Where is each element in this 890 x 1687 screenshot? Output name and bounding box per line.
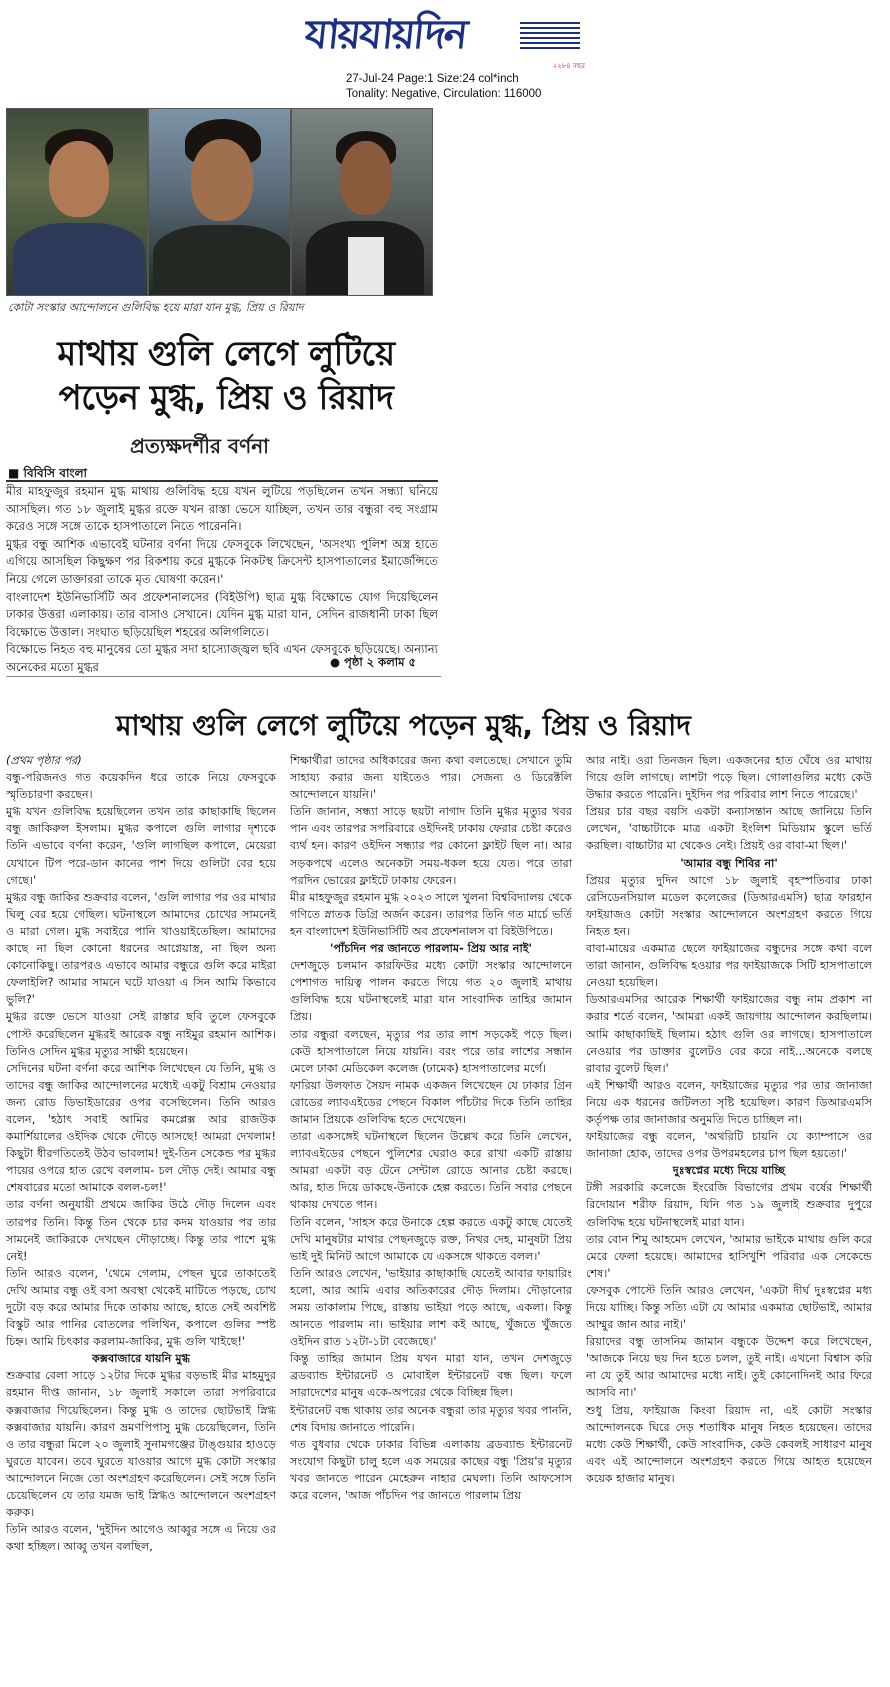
divider <box>6 480 438 482</box>
logo-tagline: ২২৮৪ বছর <box>552 62 585 70</box>
divider <box>6 676 441 677</box>
photo-caption: কোটা সংস্কার আন্দোলনে গুলিবিদ্ধ হয়ে মারা যান মুগ্ধ, প্রিয় ও রিয়াদ <box>8 301 304 314</box>
lead-story <box>6 483 438 677</box>
clipping-meta <box>346 72 541 102</box>
section-heading: 'পাঁচদিন পর জানতে পারলাম- প্রিয় আর নাই' <box>330 942 532 956</box>
paragraph: তিনি বলেন, 'সাহস করে উনাকে হেল্প করতে একটু কাছে যেতেই দেখি মানুষটার মাথার পেছনজুড়ে রক্ত, নিথর দেহ, মানুষটা প্রিয় ভাই দুই মিনিট আগে আমাকে যে একসঙ্গে থাকতে বলল।' <box>290 1215 572 1263</box>
paragraph: দেশজুড়ে চলমান কারফিউর মধ্যে কোটা সংস্কার আন্দোলনে পেশাগত দায়িত্ব পালন করতে গিয়ে গত ২০ জুলাই মাথায় গুলিবিদ্ধ হয়ে ঘটনাস্থলেই মারা যান সাংবাদিক তাহির জামান প্রিয়। <box>290 959 572 1024</box>
paragraph: তিনি আরও বলেন, 'থেমে গেলাম, পেছন ঘুরে তাকাতেই দেখি আমার বন্ধু ওই বসা অবস্থা থেকেই মাটিতে পড়ছে, চোখ দুটো বড় করে আমার দিকে তাকায় আছে, হাতে সেই অবশিষ্ট বিস্কুট আর পানির বোতলের পলিথিন, কপালে গুলির স্পষ্ট চিহ্ন। আমি চিৎকার করলাম-জাকির, মুগ্ধ গুলি খাইছে!' <box>6 1266 276 1349</box>
paragraph: তিনি আরও বলেন, 'দুইদিন আগেও আব্বুর সঙ্গে এ নিয়ে ওর কথা হচ্ছিল। আব্বু তখন বলছিল, <box>6 1523 276 1554</box>
column-1 <box>6 752 276 1682</box>
paragraph: ফাইয়াজের বন্ধু বলেন, 'অথরিটি চায়নি যে ক্যাম্পাসে ওর জানাজা হোক, তাদের ওপর উপরমহলের চাপ ছিল হয়তো।' <box>586 1130 872 1161</box>
paragraph: শিক্ষার্থীরা তাদের অধিকারের জন্য কথা বলতেছে। সেখানে তুমি সাহায্য করার জন্য যাইতেও পার। সেজন্য ও ডিরেক্টলি আন্দোলনে যায়নি।' <box>290 754 572 802</box>
section-heading: কক্সবাজারে যায়নি মুগ্ধ <box>91 1352 191 1366</box>
paragraph: এই শিক্ষার্থী আরও বলেন, ফাইয়াজের মৃত্যুর পর তার জানাজা নিয়ে এক ধরনের জটিলতা সৃষ্টি হয়েছিল। কারণ ডিআরএমসি কর্তৃপক্ষ তার জানাজার অনুমতি দিতে চাচ্ছিল না। <box>586 1078 872 1126</box>
newspaper-logo: যায়যায়দিন <box>302 12 469 58</box>
paragraph: ফারিয়া উলফাত সৈয়দ নামক একজন লিখেছেন যে ঢাকার গ্রিন রোডের ল্যাবএইডের পেছনে বিকাল পাঁচটার দিকে তিনি তাহির জামান প্রিয়কে গুলিবিদ্ধ হতে দেখেছেন। <box>290 1078 572 1126</box>
paragraph: কিন্তু তাহির জামান প্রিয় যখন মারা যান, তখন দেশজুড়ে ব্রডব্যান্ড ইন্টারনেট ও মোবাইল ইন্টারনেট বন্ধ ছিল। ফলে সারাদেশের মানুষ একে-অপরের থেকে বিচ্ছিন্ন ছিল। <box>290 1352 572 1400</box>
section-heading: 'আমার বন্ধু শিবির না' <box>680 856 778 870</box>
paragraph: টঙ্গী সরকারি কলেজে ইংরেজি বিভাগের প্রথম বর্ষের শিক্ষার্থী রিদোয়ান শরীফ রিয়াদ, যিনি গত ১৯ জুলাই শুক্রবার দুপুরে গুলিবিদ্ধ হয়ে ঘটনাস্থলেই মারা যান। <box>586 1181 872 1229</box>
paragraph: গত বুধবার থেকে ঢাকার বিভিন্ন এলাকায় ব্রডব্যান্ড ইন্টারনেট সংযোগ কিছুটা চালু হলে এক সময়ের কাছের বন্ধু 'প্রিয়'র মৃত্যুর খবর জানতে পারেন মেহেরুন নাহার মেঘলা। তিনি আফসোস করে বলেন, 'আজ পাঁচদিন পর জানতে পারলাম প্রিয় <box>290 1437 572 1503</box>
paragraph: প্রিয়র মৃত্যুর দুদিন আগে ১৮ জুলাই বৃহস্পতিবার ঢাকা রেসিডেনসিয়াল মডেল কলেজের (ডিআরএমসি) ছাত্র ফারহান ফাইয়াজও কোটা সংস্কার আন্দোলনে অংশগ্রহণ করতে গিয়ে নিহত হন। <box>586 873 872 938</box>
paragraph: মুগ্ধ যখন গুলিবিদ্ধ হয়েছিলেন তখন তার কাছাকাছি ছিলেন বন্ধু জাকিরুল ইসলাম। মুগ্ধর কপালে গুলি লাগার দৃশ্যকে তিনি এভাবে বর্ণনা করেন, 'গুলি লাগছিল কপালে, মেয়েরা যেখানে টিপ পরে-ডান কানের পাশ দিয়ে গুলিটা বের হয়ে গেছে।' <box>6 805 276 887</box>
paragraph: শুক্রবার বেলা সাড়ে ১২টার দিকে মুগ্ধর বড়ভাই মীর মাহমুদুর রহমান দীপ্ত জানান, ১৮ জুলাই সকালে তারা সপরিবারে কক্সবাজার গিয়েছিলেন। কিন্তু মুগ্ধ ও তাদের ছোটভাই স্নিগ্ধ কক্সবাজার যায়নি। কারণ ভ্রমণপিপাসু মুগ্ধ চেয়েছিলেন, তিনি ও তার বন্ধুরা মিলে ২০ জুলাই সুনামগঞ্জের টাঙ্গুয়ার হাওড়ে ঘুরতে যাবেন। তবে ঘুরতে যাওয়ার আগে মুগ্ধ কোটা সংস্কার আন্দোলনে নিজে তো অংশগ্রহণ করেছিলেন। সেই সঙ্গে তিনি চেয়েছিলেন যে তার যমজ ভাই স্নিগ্ধও আন্দোলনে অংশগ্রহণ করুক। <box>6 1369 276 1520</box>
photo-riyad <box>292 109 432 295</box>
paragraph: প্রিয়র চার বছর বয়সি একটা কন্যাসন্তান আছে জানিয়ে তিনি লেখেন, 'বাচ্চাটাকে মাত্র একটা ইংলিশ মিডিয়াম স্কুলে ভর্তি করছিল। বাচ্চাটার মা থেকেও নেই। প্রিয়ই ওর বাবা-মা ছিল।' <box>586 805 872 853</box>
lead-paragraph: মুগ্ধর বন্ধু আশিক এভাবেই ঘটনার বর্ণনা দিয়ে ফেসবুকে লিখেছেন, 'অসংখ্য পুলিশ অস্ত্র হাতে এগিয়ে আসছিল কিছুক্ষণ পর রিকশায় করে মুগ্ধকে নিকটস্থ ক্রিসেন্ট হাসপাতালের ইমার্জেন্সিতে নিয়ে গেলে ডাক্তাররা তাকে মৃত ঘোষণা করেন।' <box>6 536 438 586</box>
paragraph: তিনি আরও লেখেন, 'ভাইয়ার কাছাকাছি যেতেই আবার ফায়ারিং হলো, আর আমি এবার অতিকারের দৌড় দিলাম। দৌড়ানোর সময় তাকালাম পিছে, রাস্তায় ভাইয়া পড়ে আছে, একলা। কিন্তু আনতে পারলাম না। ভাইয়ার লাশ কই আছে, খুঁজতে খুঁজতে ওইদিন রাত ১২টা-১টা বেজেছে।' <box>290 1266 572 1349</box>
paragraph: তিনি জানান, সন্ধ্যা সাড়ে ছয়টা নাগাদ তিনি মুগ্ধর মৃত্যুর খবর পান এবং তারপর সপরিবারে ওইদিনই ঢাকায় ফেরার চেষ্টা করেও ব্যর্থ হন। কারণ ওইদিন সন্ধ্যার পর কোনো ফ্লাইট ছিল না। আর সড়কপথে এলেও অনেকটা সময়-ধকল হয়ে যেত। পরে তারা পরদিন ভোরের ফ্লাইটে ঢাকায় ফেরেন। <box>290 805 572 887</box>
paragraph: তার বোন শিমু আহমেদ লেখেন, 'আমার ভাইকে মাথায় গুলি করে মেরে ফেলা হয়েছে। আমাদের হাসিখুশি পরিবার এক সেকেন্ডে শেষ।' <box>586 1232 872 1280</box>
paragraph: ইন্টারনেট বন্ধ থাকায় তার অনেক বন্ধুরা তার মৃত্যুর খবর পাননি, শেষ বিদায় জানাতে পারেনি। <box>290 1403 572 1434</box>
logo-stripes-icon <box>520 22 580 52</box>
paragraph: রিয়াদের বন্ধু তাসনিম জামান বন্ধুকে উদ্দেশ করে লিখেছেন, 'আজকে নিয়ে ছয় দিন হতে চলল, তুই নাই। এখনো বিশ্বাস করি না যে তুই আর আমাদের মধ্যে নাই। তুই কোনোদিনই আর ফিরে আসবি না।' <box>586 1335 872 1400</box>
section-heading: দুঃস্বপ্নের মধ্যে দিয়ে যাচ্ছি <box>672 1164 786 1178</box>
headline-line-2: পড়েন মুগ্ধ, প্রিয় ও রিয়াদ <box>58 378 394 418</box>
paragraph: বন্ধু-পরিজনও গত কয়েকদিন ধরে তাকে নিয়ে ফেসবুকে স্মৃতিচারণা করছেন। <box>6 771 276 802</box>
continued-from: (প্রথম পৃষ্ঠার পর) <box>6 754 82 767</box>
masthead <box>302 8 585 72</box>
continuation-headline: মাথায় গুলি লেগে লুটিয়ে পড়েন মুগ্ধ, প্রিয় ও রিয়াদ <box>116 709 691 742</box>
paragraph: তার বন্ধুরা বলছেন, মৃত্যুর পর তার লাশ সড়কেই পড়ে ছিল। কেউ হাসপাতালে নিয়ে যায়নি। বরং পরে তার লাশের সন্ধান মেলে ঢাকা মেডিকেল কলেজ (ঢামেক) হাসপাতালের মর্গে। <box>290 1027 572 1075</box>
lead-paragraph: বাংলাদেশ ইউনিভার্সিটি অব প্রফেশনালসের (বিইউপি) ছাত্র মুগ্ধ বিক্ষোভে যোগ দিয়েছিলেন ঢাকার উত্তরা এলাকায়। তার বাসাও সেখানে। যেদিন মুগ্ধ মারা যান, সেদিন রাজধানী ঢাকা ছিল বিক্ষোভে উত্তাল। সংঘাত ছড়িয়েছিল শহরের অলিগলিতে। <box>6 589 438 639</box>
photo-strip <box>6 108 433 296</box>
meta-tonality: Tonality: Negative, Circulation: 116000 <box>346 88 542 100</box>
lead-paragraph: মীর মাহফুজুর রহমান মুগ্ধ মাথায় গুলিবিদ্ধ হয়ে যখন লুটিয়ে পড়ছিলেন তখন সন্ধ্যা ঘনিয়ে আসছিল। গত ১৮ জুলাই মুগ্ধর রক্তে যখন রাস্তা ভেসে যাচ্ছিল, তখন তার বন্ধুরা বহু সংগ্রাম করেও সঙ্গে সঙ্গে তাকে হাসপাতালে নিতে পারেননি। <box>6 484 438 534</box>
paragraph: বাবা-মায়ের একমাত্র ছেলে ফাইয়াজের বন্ধুদের সঙ্গে কথা বলে তারা জানান, গুলিবিদ্ধ হওয়ার পর ফাইয়াজকে সিটি হাসপাতালে নেওয়া হয়েছিল। <box>586 942 872 990</box>
paragraph: মুগ্ধর বন্ধু জাকির শুক্রবার বলেন, 'গুলি লাগার পর ওর মাথার ঘিলু বের হয়ে গেছিল। ঘটনাস্থলে আমাদের চোখের সামনেই ও মারা গেল। মুগ্ধ সবাইরে পানি খাওয়াইতেছিল। আমাদের কাছে না ছিল কোনো ধরনের আগ্নেয়াস্ত্র, না ছিল অন্য কোনোকিছু। তারপরও এভাবে আমার বন্ধুরে গুলি করে মাইরা ফেলাইলি? আমার সামনে ঘটে যাওয়া এ সিন আমি কিভাবে ভুলি?' <box>6 890 276 1007</box>
paragraph: মুগ্ধর রক্তে ভেসে যাওয়া সেই রাস্তার ছবি তুলে ফেসবুকে পোস্ট করেছিলেন মুগ্ধরই আরেক বন্ধু নাইমুর রহমান আশিক। তিনিও সেদিন মুগ্ধর মৃত্যুর সাক্ষী হয়েছেন। <box>6 1010 276 1058</box>
paragraph: ফেসবুক পোস্টে তিনি আরও লেখেন, 'একটা দীর্ঘ দুঃস্বপ্নের মধ্য দিয়ে যাচ্ছি। কিন্তু সত্যি এটা যে আমার একমাত্র ছোটভাই, আমার আম্মুর জান আর নাই।' <box>586 1283 872 1332</box>
news-source: ■ বিবিসি বাংলা <box>8 466 88 480</box>
continued-marker: ● পৃষ্ঠা ২ কলাম ৫ <box>330 655 416 669</box>
lead-paragraph: বিক্ষোভে নিহত বহু মানুষের তো মুগ্ধর সদা হাস্যোজ্জ্বল ছবি এখন ফেসবুকে ছড়িয়েছে। অন্যান্য অনেকের মতো মুগ্ধর <box>6 642 438 674</box>
paragraph: সেদিনের ঘটনা বর্ণনা করে আশিক লিখেছেন যে তিনি, মুগ্ধ ও তাদের বন্ধু জাকির আন্দোলনের মধ্যেই একটু বিশ্রাম নেওয়ার জন্য রোড ডিভাইডারের ওপর বসেছিলেন। তিনি আরও বলেন, 'হঠাৎ সবাই আমির কমপ্লেক্স আর রাজউক কমার্শিয়ালের ওইদিক থেকে দৌড়ে আসছে! আমরা দেখলাম! কিছুটা ধীরগতিতেই উঠব ভাবলাম! দুই-তিন সেকেন্ড পর মুগ্ধর পায়ের ওপরে হাত রেখে বললাম- চল দৌড় দেই। আমার বন্ধু শেষবারের মতো আমাকে বলল-চল!' <box>6 1061 276 1195</box>
column-3 <box>586 752 872 1682</box>
paragraph: তার বর্ণনা অনুযায়ী প্রথমে জাকির উঠে দৌড় দিলেন এবং তারপর তিনি। কিন্তু তিন থেকে চার কদম যাওয়ার পর তার সামনেই জাকিরকে দেখছেন দৌড়াচ্ছে। কিন্তু তার পাশে মুগ্ধ নেই! <box>6 1198 276 1263</box>
paragraph: শুধু প্রিয়, ফাইয়াজ কিংবা রিয়াদ না, এই কোটা সংস্কার আন্দোলনকে ঘিরে দেড় শতাধিক মানুষ নিহত হয়েছেন। তাদের মধ্যে কেউ শিক্ষার্থী, কেউ সাংবাদিক, কেউ কেবলই সাধারণ মানুষ এবং এই আন্দোলনে অংশগ্রহণ করতে গিয়ে আহত হয়েছেন কয়েক হাজার মানুষ। <box>586 1403 872 1485</box>
page-headline <box>16 332 436 420</box>
photo-mugdho <box>7 109 147 295</box>
paragraph: ডিআরএমসির আরেক শিক্ষার্থী ফাইয়াজের বন্ধু নাম প্রকাশ না করার শর্তে বলেন, 'আমরা একই জায়গায় আন্দোলন করছিলাম। আমি কাছাকাছিই ছিলাম। হঠাৎ গুলি ওর লাগছে। হাসপাতালে নেওয়ার পর ডাক্তার বুলেটও বের করে নাই...অনেকে বলছে রাবার বুলেট ছিল।' <box>586 993 872 1075</box>
paragraph: তারা একসঙ্গেই ঘটনাস্থলে ছিলেন উল্লেখ করে তিনি লেখেন, ল্যাবএইডের পেছনে পুলিশের ঘেরাও করে রাখা একটি রাস্তায় আমরা একটা বড় টেনে সেন্টাল রোডে আনার চেষ্টা করছে। আর, হাত দিয়ে ডাকছে-উনাকে হেল্প করতে। তিনি সবার পেছনে থাকায় দেখতে পান। <box>290 1130 572 1212</box>
headline-subhead: প্রত্যক্ষদর্শীর বর্ণনা <box>130 434 269 458</box>
photo-priyo <box>149 109 289 295</box>
meta-date-size: 27-Jul-24 Page:1 Size:24 col*inch <box>346 73 519 85</box>
paragraph: আর নাই। ওরা তিনজন ছিল। একজনের হাত ঘেঁষে ওর মাথায় গিয়ে গুলি লাগছে। লাশটা পড়ে ছিল। গোলাগুলির মধ্যে কেউ উদ্ধার করতে পারেনি। দুইদিন পর পরিবার লাশ নিতে পারেছে।' <box>586 754 872 802</box>
paragraph: মীর মাহফুজুর রহমান মুগ্ধ ২০২৩ সালে খুলনা বিশ্ববিদ্যালয় থেকে গণিতে স্নাতক ডিগ্রি অর্জন করেন। তারপর তিনি গত মার্চে ভর্তি হন বাংলাদেশ ইউনিভার্সিটি অব প্রফেশনালস বা বিইউপিতে। <box>290 890 572 938</box>
column-2 <box>290 752 572 1682</box>
article-columns <box>6 752 872 1682</box>
headline-line-1: মাথায় গুলি লেগে লুটিয়ে <box>57 334 395 374</box>
